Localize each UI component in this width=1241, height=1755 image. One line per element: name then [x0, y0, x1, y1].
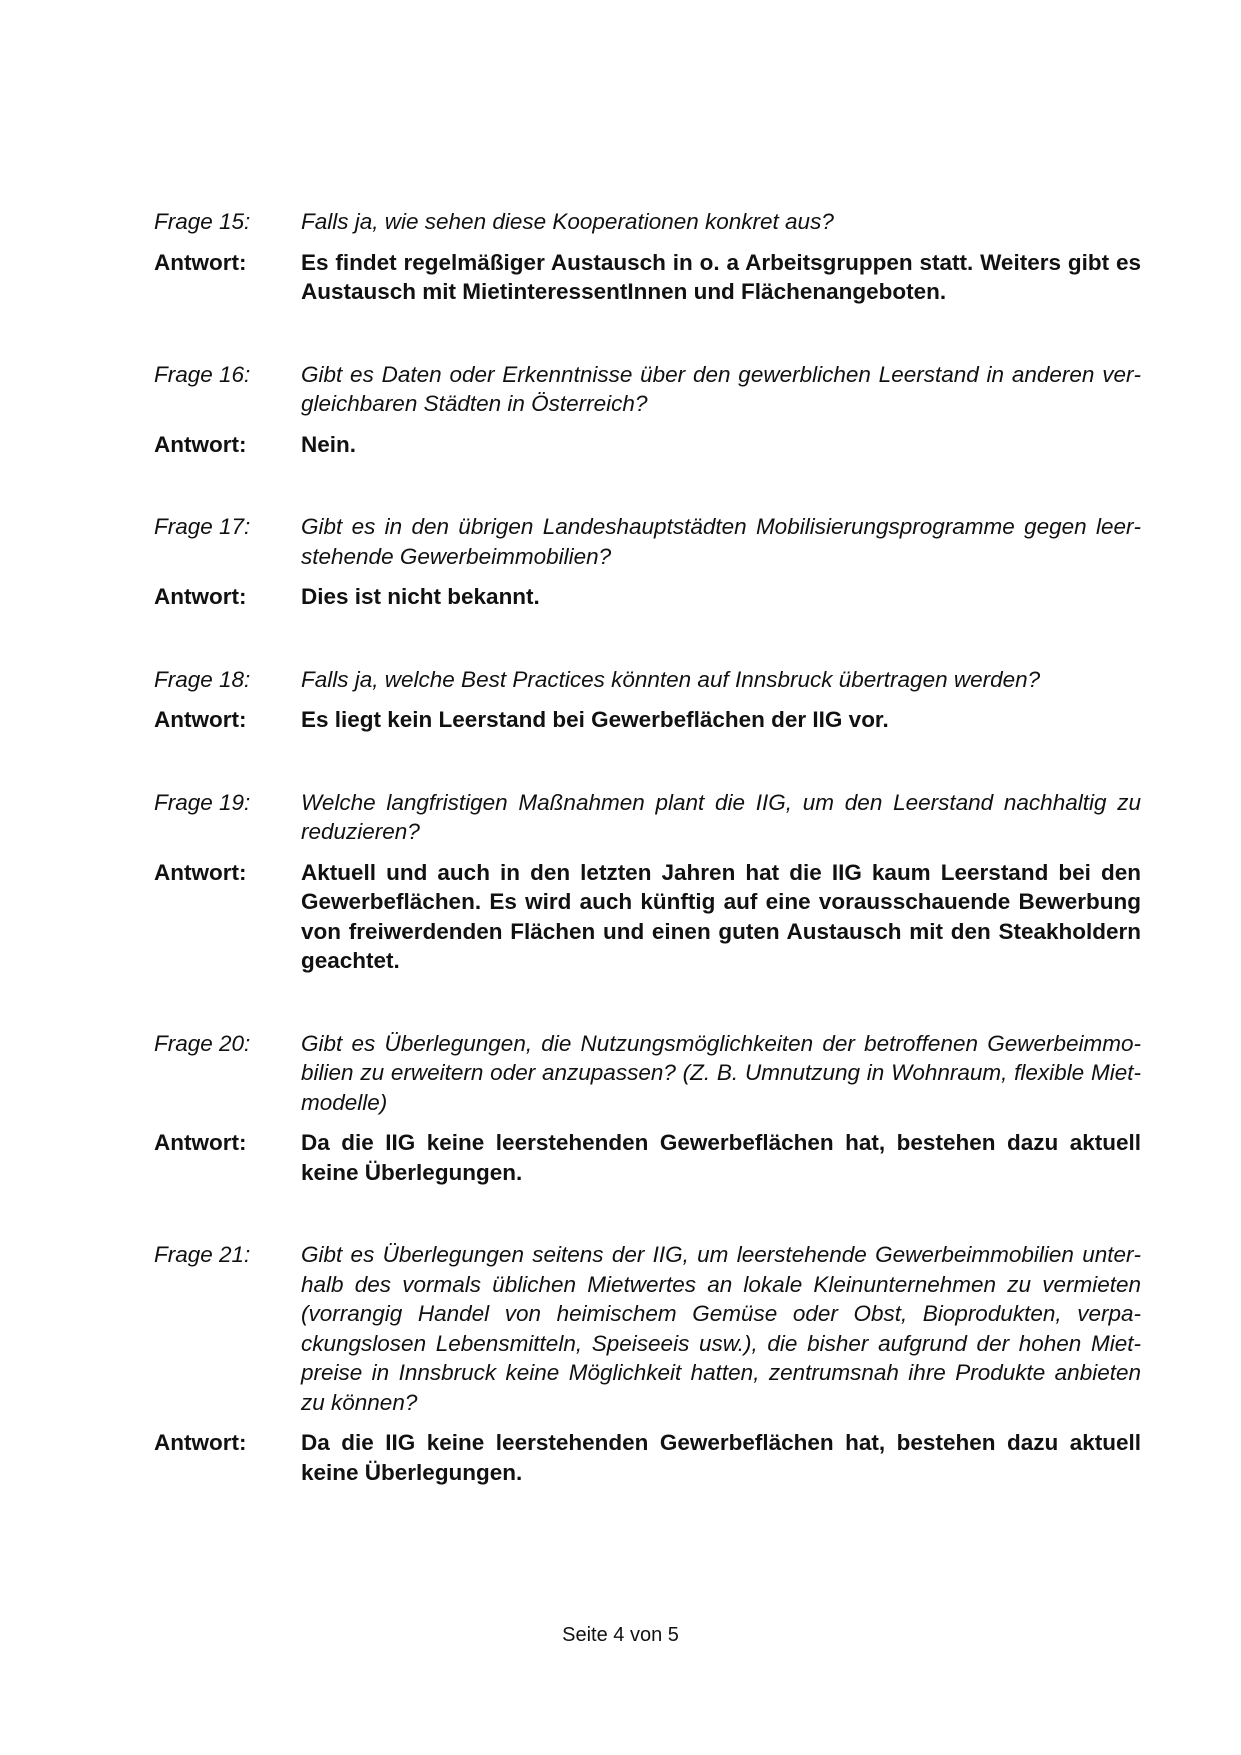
- question-row: [154, 207, 1141, 237]
- qa-block-16: [154, 360, 1141, 460]
- question-row: [154, 1029, 1141, 1118]
- qa-block-20: [154, 1029, 1141, 1188]
- answer-text: Es liegt kein Leerstand bei Gewerbeflächen der IIG vor.: [301, 707, 889, 732]
- answer-label: Antwort:: [154, 859, 247, 885]
- question-label: Frage 17:: [154, 514, 251, 539]
- qa-block-15: [154, 207, 1141, 307]
- question-text: Gibt es Überlegungen seitens der IIG, um leerstehende Gewerbeimmobilien unterhalb des vormals üblichen Mietwertes an lokale Kleinunternehmen zu vermieten (vorrangig Handel von heimischem Gemüse oder Obst, Bioprodukten, verpackungslosen Lebensmitteln, Speiseeis usw.), die bisher aufgrund der hohen Mietpreise in Innsbruck keine Möglichkeit hatten, zentrumsnah ihre Produkte anbieten zu können?: [301, 1242, 1141, 1415]
- answer-text: Da die IIG keine leerstehenden Gewerbeflächen hat, bestehen dazu aktuell keine Überlegungen.: [301, 1130, 1141, 1185]
- answer-text: Dies ist nicht bekannt.: [301, 584, 540, 609]
- answer-text: Es findet regelmäßiger Austausch in o. a Arbeitsgruppen statt. Weiters gibt es Austausch mit MietinteressentInnen und Flächenangeboten.: [301, 249, 1141, 304]
- answer-text: Da die IIG keine leerstehenden Gewerbeflächen hat, bestehen dazu aktuell keine Überlegungen.: [301, 1430, 1141, 1485]
- question-row: [154, 360, 1141, 419]
- question-text: Gibt es Daten oder Erkenntnisse über den gewerblichen Leerstand in anderen vergleichbaren Städten in Österreich?: [301, 361, 1141, 416]
- question-row: [154, 512, 1141, 571]
- qa-block-18: [154, 665, 1141, 735]
- question-text: Falls ja, wie sehen diese Kooperationen konkret aus?: [301, 209, 834, 234]
- question-text: Falls ja, welche Best Practices könnten auf Innsbruck übertragen werden?: [301, 666, 1041, 692]
- question-row: [154, 1240, 1141, 1417]
- answer-row: [154, 430, 1141, 460]
- question-label: Frage 16:: [154, 361, 251, 387]
- qa-block-17: [154, 512, 1141, 612]
- answer-label: Antwort:: [154, 249, 247, 275]
- answer-label: Antwort:: [154, 707, 247, 732]
- qa-block-19: [154, 788, 1141, 976]
- question-row: [154, 788, 1141, 847]
- question-label: Frage 15:: [154, 209, 251, 234]
- answer-label: Antwort:: [154, 1130, 247, 1155]
- question-label: Frage 21:: [154, 1242, 251, 1267]
- answer-row: [154, 1128, 1141, 1187]
- question-label: Frage 19:: [154, 789, 251, 815]
- answer-text: Nein.: [301, 431, 357, 457]
- answer-row: [154, 582, 1141, 612]
- answer-label: Antwort:: [154, 584, 247, 609]
- answer-label: Antwort:: [154, 431, 247, 457]
- question-text: Gibt es in den übrigen Landeshauptstädten Mobilisierungsprogramme gegen leerstehende Gewerbeimmobilien?: [301, 514, 1141, 569]
- question-label: Frage 18:: [154, 666, 251, 692]
- question-text: Welche langfristigen Maßnahmen plant die IIG, um den Leerstand nachhaltig zu reduzieren?: [301, 789, 1141, 844]
- question-row: [154, 665, 1141, 695]
- question-text: Gibt es Überlegungen, die Nutzungsmöglichkeiten der betroffenen Gewerbeimmobilien zu erweitern oder anzupassen? (Z. B. Umnutzung in Wohnraum, flexible Mietmodelle): [301, 1030, 1141, 1115]
- document-body: [154, 207, 1141, 1540]
- page-number-footer: Seite 4 von 5: [562, 1624, 679, 1646]
- question-label: Frage 20:: [154, 1030, 251, 1056]
- qa-block-21: [154, 1240, 1141, 1487]
- answer-row: [154, 248, 1141, 307]
- answer-label: Antwort:: [154, 1430, 247, 1455]
- answer-row: [154, 705, 1141, 735]
- answer-row: [154, 1428, 1141, 1487]
- answer-text: Aktuell und auch in den letzten Jahren hat die IIG kaum Leerstand bei den Gewerbeflächen. Es wird auch künftig auf eine vorausschauende Bewerbung von freiwerdenden Flächen und einen guten Austausch mit den Steakholdern geachtet.: [301, 859, 1141, 973]
- answer-row: [154, 858, 1141, 976]
